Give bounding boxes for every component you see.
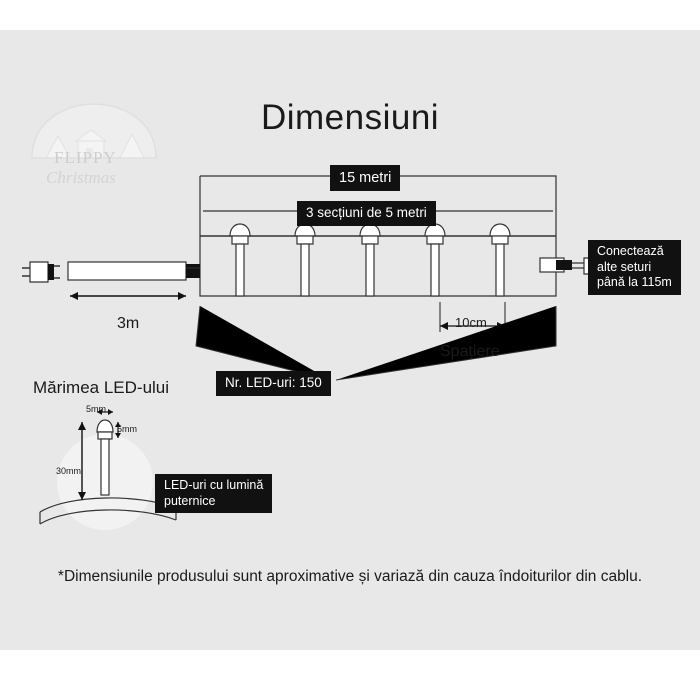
watermark-text-secondary: Christmas xyxy=(46,168,116,187)
caption-spacing-value: 10cm xyxy=(455,315,487,330)
caption-led-size-title: Mărimea LED-ului xyxy=(33,378,170,397)
led-brightness-line-2: puternice xyxy=(164,493,216,508)
caption-led-height: 5mm xyxy=(117,424,137,434)
caption-spacing: Spațiere xyxy=(440,343,500,360)
connector-note-line-1: Conectează xyxy=(597,244,664,258)
lead-cable-group xyxy=(22,262,200,300)
label-total-length: 15 metri xyxy=(330,165,400,191)
bulb-group xyxy=(230,224,510,296)
label-led-brightness xyxy=(155,474,272,513)
led-count-leader xyxy=(196,306,556,380)
label-led-count: Nr. LED-uri: 150 xyxy=(216,371,331,396)
caption-led-width: 5mm xyxy=(86,404,106,414)
label-sections: 3 secțiuni de 5 metri xyxy=(297,201,436,226)
watermark-text-primary: FLIPPY xyxy=(54,148,117,167)
caption-led-total-height: 30mm xyxy=(56,466,82,476)
footnote: *Dimensiunile produsului sunt aproximative și variază din cauza îndoiturilor din cablu. xyxy=(57,568,643,585)
page-title: Dimensiuni xyxy=(260,98,440,137)
caption-lead-cable: 3m xyxy=(117,315,140,332)
led-brightness-line-1: LED-uri cu lumină xyxy=(164,478,264,492)
connector-note-line-3: până la 115m xyxy=(597,275,672,290)
label-connector-note xyxy=(588,240,681,295)
connector-note-line-2: alte seturi xyxy=(597,259,652,274)
right-connector-group xyxy=(540,258,590,274)
